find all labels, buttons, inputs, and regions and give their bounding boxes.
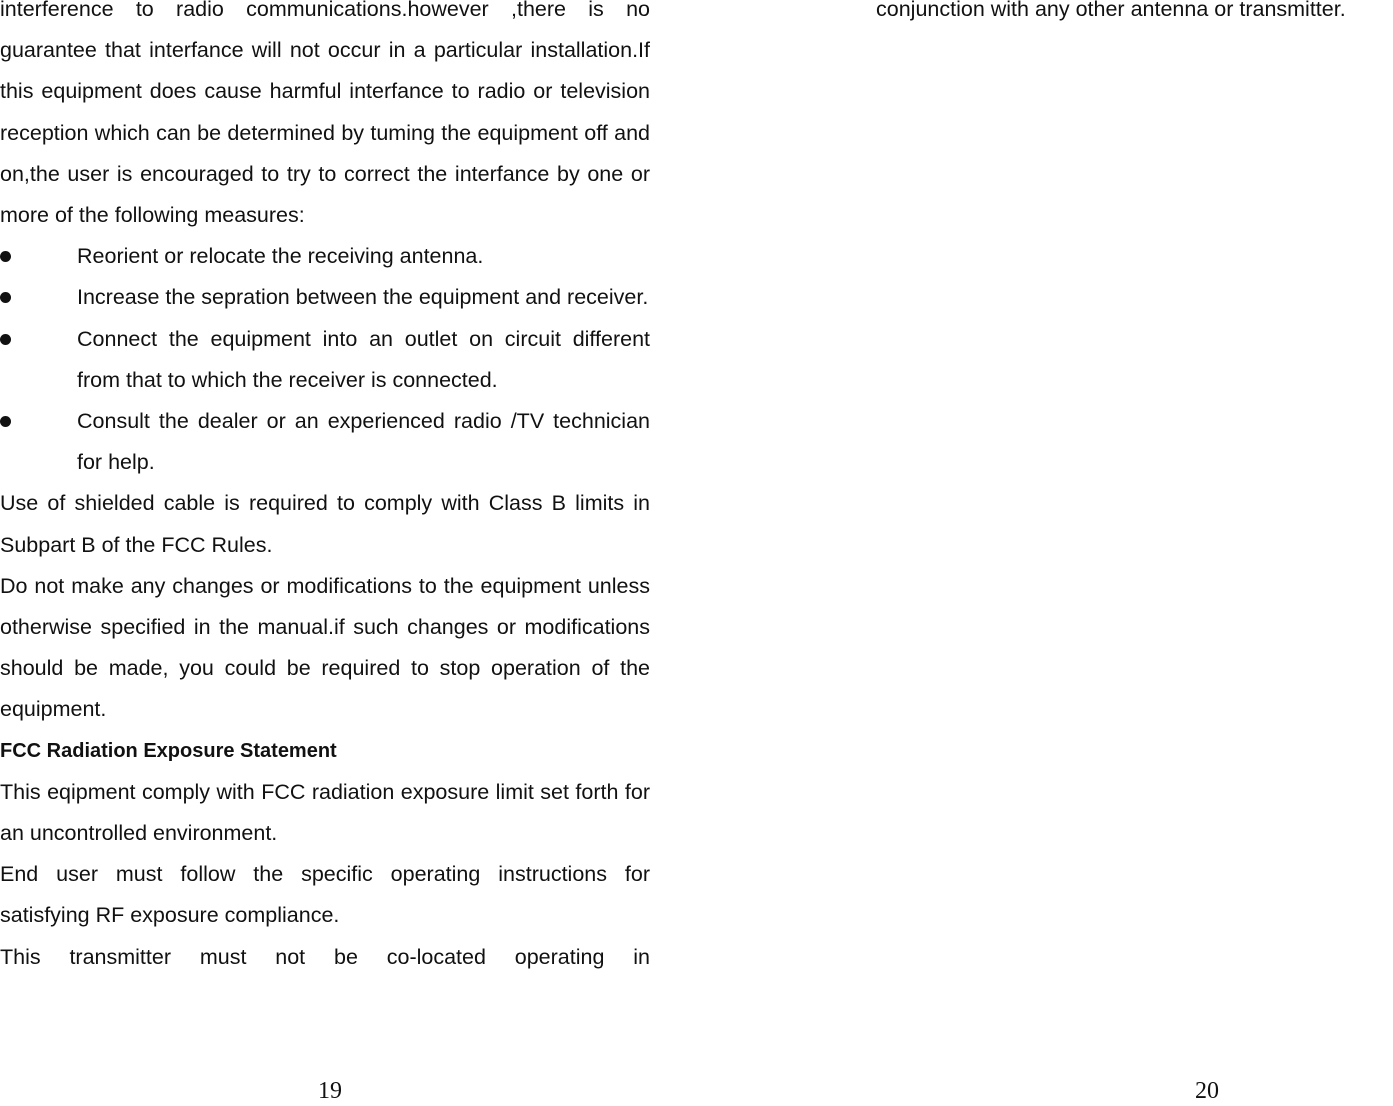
exposure-limit-paragraph: This eqipment comply with FCC radiation exposure limit set forth for an uncontrolled environment. <box>0 779 650 846</box>
bullet-dot-icon <box>0 319 77 401</box>
left-page-column <box>0 0 650 978</box>
list-item-text: Consult the dealer or an experienced radio /TV technician for help. <box>77 409 650 475</box>
section-heading: FCC Radiation Exposure Statement <box>0 739 337 762</box>
list-item <box>0 401 650 483</box>
list-item <box>0 277 650 318</box>
list-item-text: Increase the sepration between the equipment and receiver. <box>77 285 649 310</box>
right-page-column <box>876 0 1393 30</box>
co-location-paragraph: This transmitter must not be co-located operating in <box>0 944 650 969</box>
operating-instructions-paragraph: End user must follow the specific operating instructions for satisfying RF exposure compliance. <box>0 862 650 928</box>
bullet-dot-icon <box>0 236 77 277</box>
list-item-text: Reorient or relocate the receiving antenna. <box>77 244 484 269</box>
conjunction-paragraph: conjunction with any other antenna or transmitter. <box>876 0 1346 21</box>
page-number-left: 19 <box>318 1078 342 1104</box>
interference-paragraph: interference to radio communications.however ,there is no guarantee that interfance will not occur in a particular installation.If this equipment does cause harmful interfance to radio or television reception which can be determined by tuming the equipment off and on,the user is encouraged to try to correct the interfance by one or more of the following measures: <box>0 0 650 228</box>
bullet-dot-icon <box>0 401 77 483</box>
list-item-text: Connect the equipment into an outlet on circuit different from that to which the receiver is connected. <box>77 326 650 392</box>
list-item <box>0 236 650 277</box>
shielded-cable-paragraph: Use of shielded cable is required to comply with Class B limits in Subpart B of the FCC Rules. <box>0 491 650 557</box>
page-number-right: 20 <box>1195 1078 1219 1104</box>
list-item <box>0 319 650 401</box>
modifications-paragraph: Do not make any changes or modifications to the equipment unless otherwise specified in the manual.if such changes or modifications should be made, you could be required to stop operation of the equipment. <box>0 573 650 722</box>
bullet-dot-icon <box>0 277 77 318</box>
